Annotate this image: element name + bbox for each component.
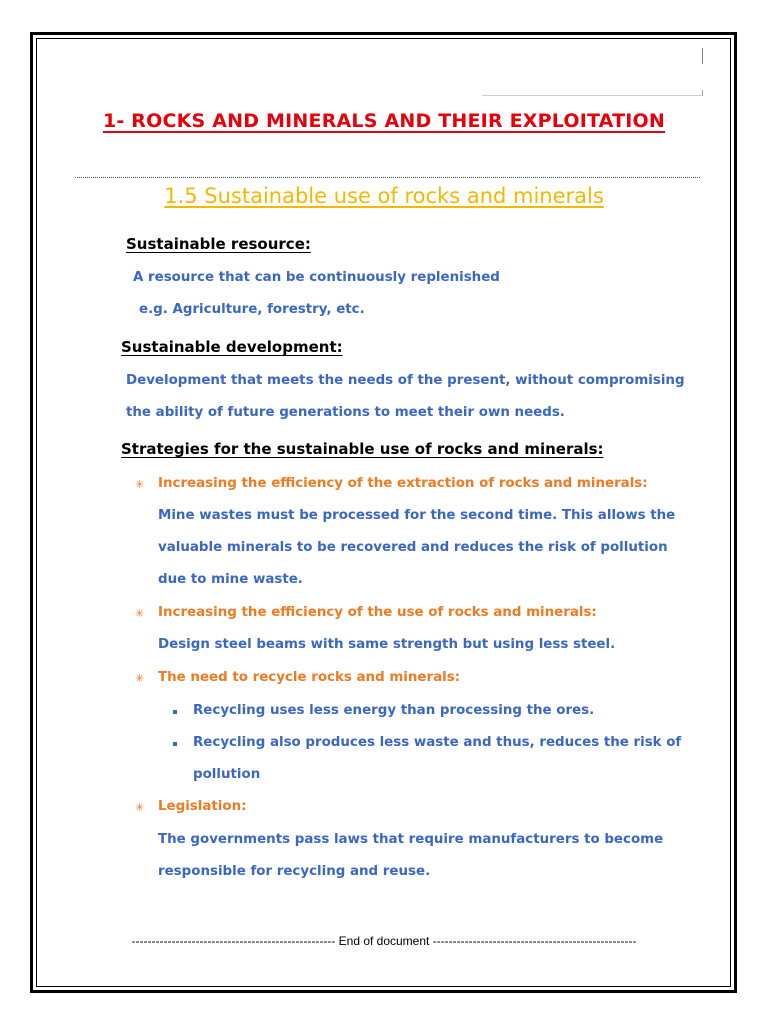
end-of-document-footer: --------------------------------------------------- End of document --------------------------------------------------- xyxy=(131,934,637,948)
strategy-subitem: Recycling uses less energy than processing the ores. xyxy=(193,703,595,718)
asterisk-bullet-icon: ✳ xyxy=(135,607,145,620)
margin-mark xyxy=(702,48,703,64)
sustainable-development-heading: Sustainable development: xyxy=(121,338,343,356)
strategy-title: Increasing the efficiency of the use of rocks and minerals: xyxy=(158,605,597,620)
sustainable-resource-heading: Sustainable resource: xyxy=(126,235,311,253)
square-bullet-icon xyxy=(173,742,177,746)
sustainable-resource-definition: A resource that can be continuously replenished xyxy=(133,270,500,285)
strategy-text-line: responsible for recycling and reuse. xyxy=(158,864,431,879)
strategy-title: Increasing the efficiency of the extraction of rocks and minerals: xyxy=(158,476,648,491)
asterisk-bullet-icon: ✳ xyxy=(135,672,145,685)
strategy-text-line: due to mine waste. xyxy=(158,572,303,587)
strategies-heading: Strategies for the sustainable use of rocks and minerals: xyxy=(121,440,604,458)
strategy-subitem-continuation: pollution xyxy=(193,767,261,782)
strategy-text-line: The governments pass laws that require manufacturers to become xyxy=(158,832,664,847)
strategy-subitem: Recycling also produces less waste and thus, reduces the risk of xyxy=(193,735,682,750)
strategy-text-line: Mine wastes must be processed for the second time. This allows the xyxy=(158,508,676,523)
section-title: 1.5 Sustainable use of rocks and minerals xyxy=(164,184,604,208)
strategy-text-line: valuable minerals to be recovered and reduces the risk of pollution xyxy=(158,540,668,555)
sustainable-development-line: the ability of future generations to meet their own needs. xyxy=(126,405,565,420)
strategy-title: Legislation: xyxy=(158,799,247,814)
dotted-divider xyxy=(75,177,700,178)
square-bullet-icon xyxy=(173,710,177,714)
asterisk-bullet-icon: ✳ xyxy=(135,801,145,814)
chapter-title: 1- ROCKS AND MINERALS AND THEIR EXPLOITATION xyxy=(102,110,665,132)
margin-mark xyxy=(702,90,703,96)
sustainable-development-line: Development that meets the needs of the present, without compromising xyxy=(126,373,685,388)
strategy-title: The need to recycle rocks and minerals: xyxy=(158,670,461,685)
margin-mark xyxy=(482,95,702,96)
sustainable-resource-example: e.g. Agriculture, forestry, etc. xyxy=(139,302,365,317)
asterisk-bullet-icon: ✳ xyxy=(135,478,145,491)
strategy-text-line: Design steel beams with same strength but using less steel. xyxy=(158,637,616,652)
